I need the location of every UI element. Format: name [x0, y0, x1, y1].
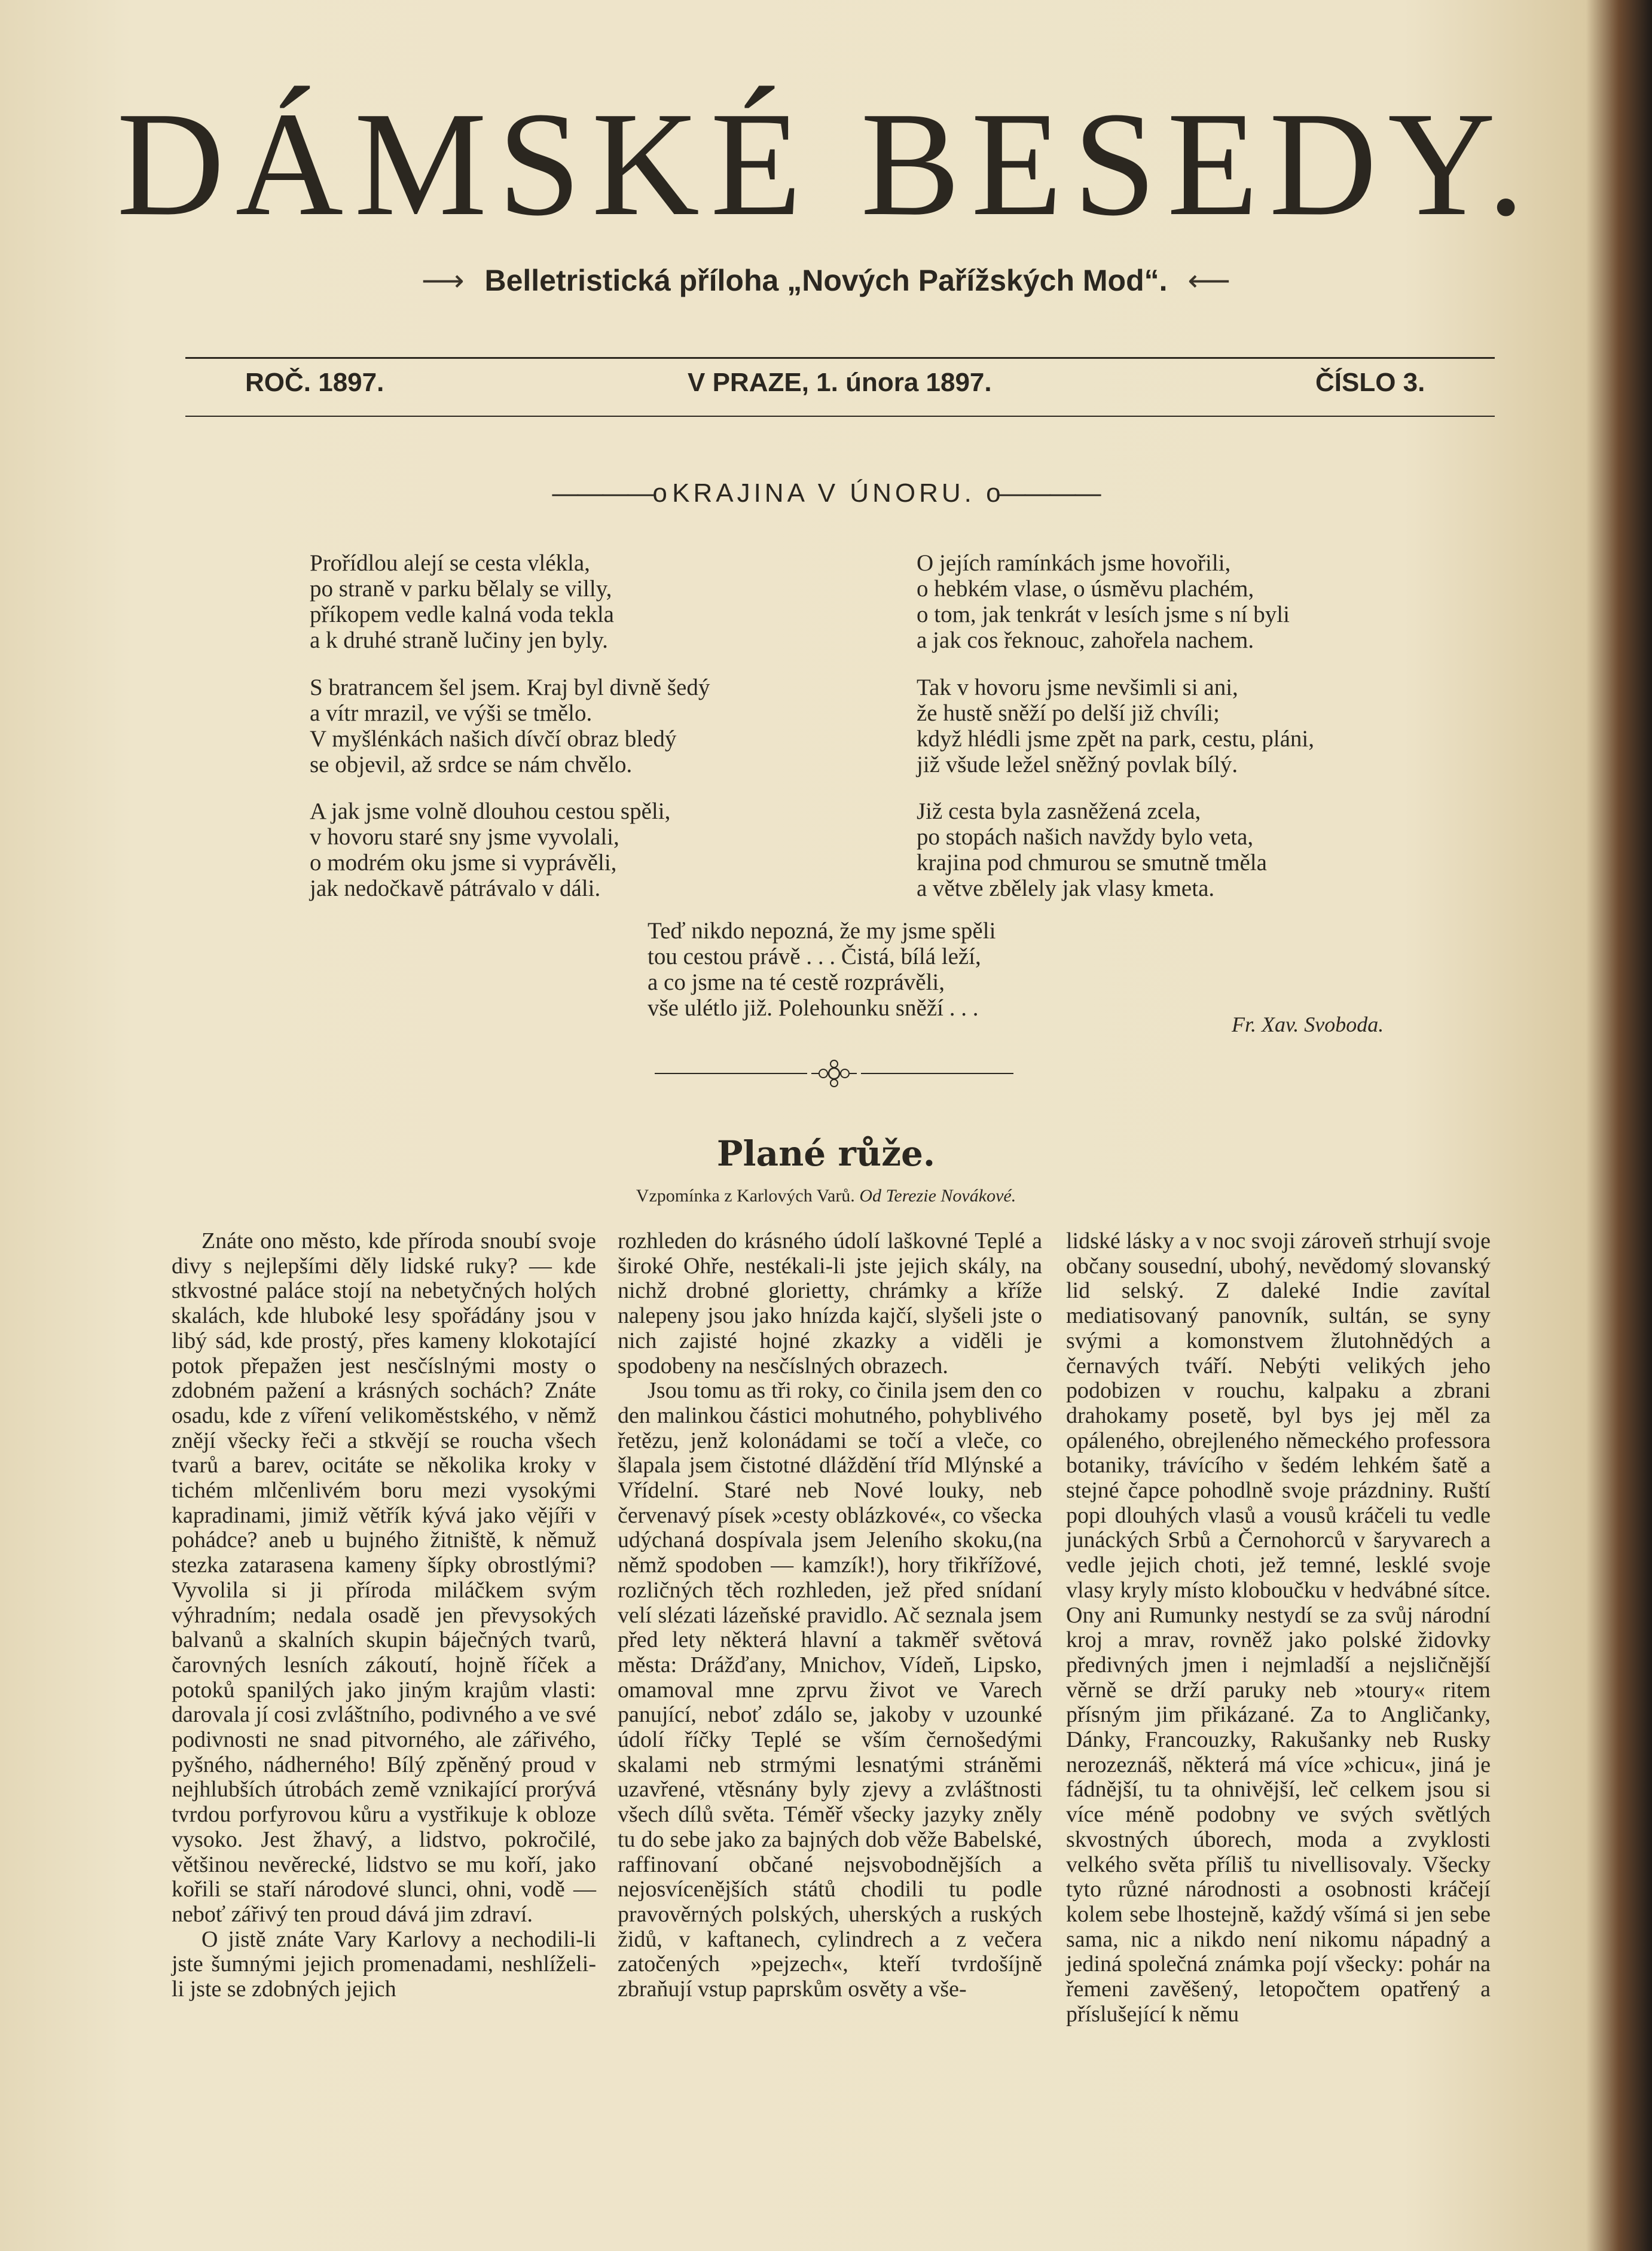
- divider-ornament: [655, 1056, 1013, 1091]
- masthead-subtitle: [0, 263, 1652, 298]
- paragraph: Znáte ono město, kde příroda snoubí svoje divy s nejlepšími děly lidské ruky? — kde stkvostné paláce stojí na nebetyčných holých skalách, kde hluboké lesy spořádány jsou v libý sád, kde prostý, přes kameny klokotající potok přepažen jest nesčíslnými mosty o zdobném pažení a krásných sochách? Znáte osadu, kde z víření velikoměstského, v němž znějí všecky řeči a stkvějí se roucha všech tvarů a barev, ocitáte se několika kroky v tichém mlčenlivém boru mezi vysokými kapradinami, jimiž větřík kývá jako vějíři v pohádce? aneb u bujného žitniště, k němuž stezka zatarasena kameny šípky obrostlými? Vyvolila si ji příroda miláčkem svým výhradním; nedala osadě jen převysokých balvanů a skalních skupin báječných tvarů, čarovných lesních zákoutí, hojně říček a potoků spanilých jako jiným krajům vlasti: darovala jí cosi zvláštního, podivného a ve své podivnosti ne snad pitvorného, ale zářivého, pyšného, nádherného! Bílý zpěněný proud v nejhlubších útrobách země vznikající prorývá tvrdou porfyrovou kůru a vystřikuje k obloze vysoko. Jest žhavý, a lidstvo, pokročilé, většinou nevěrecké, lidstvo se mu koří, jako kořili se staří národové slunci, ohni, vodě — neboť zářivý ten proud dává jim zdraví.: [172, 1228, 596, 1927]
- poem-stanza-left-1: Prořídlou alejí se cesta vlékla, po straně v parku bělaly se villy, příkopem vedle kalná voda tekla a k druhé straně lučiny jen byly.: [310, 550, 614, 653]
- paragraph: Jsou tomu as tři roky, co činila jsem den co den malinkou částici mohutného, pohyblivého řetězu, jenž kolonádami se točí a vleče, co šlapala jsem čistotné dláždění tříd Mlýnské a Vřídelní. Staré neb Nové louky, neb červenavý písek »cesty oblázkové«, co všecka udýchaná dospívala jsem Jeleního skoku,(na němž spodoben — kamzík!), hory třikřížové, rozličných těch rozhleden, jež před snídaní velí slézati lázeňské pravidlo. Ač seznala jsem před lety některá hlavní a takměř světová města: Drážďany, Mnichov, Vídeň, Lipsko, omamoval mne zprvu život ve Varech panující, neboť zdálo se, jakoby v uzounké údolí říčky Teplé se vším černošedými skalami neb strmými lesnatými stráněmi uzavřené, vtěsnány byly zjevy a zvláštnosti všech dílů světa. Téměř všecky jazyky zněly tu do sebe jako za bajných dob věže Babelské, raffinovaní občané nejsvobodnějších a nejosvícenějších států chodili tu podle pravověrných polských, uherských a ruských židů, v kaftanech, cylindrech a z večera zatočených »pejzech«, kteří tvrdošíjně zbraňují vstup paprskům osvěty a vše-: [618, 1378, 1042, 2002]
- issue-place-date: V PRAZE, 1. února 1897.: [688, 368, 992, 397]
- poem-stanza-right-2: Tak v hovoru jsme nevšimli si ani, že hustě sněží po delší již chvíli; když hlédli jsme zpět na park, cestu, pláni, již všude ležel sněžný povlak bílý.: [917, 675, 1314, 777]
- paragraph: rozhleden do krásného údolí laškovné Teplé a široké Ohře, nestékali-li jste jejich skály, na nichž drobné glorietty, chrámky a kříže nalepeny jsou jako hnízda kajčí, slyšeli jste o nich zajisté hojné zkazky a viděli je spodobeny na nesčíslných obrazech.: [618, 1228, 1042, 1378]
- issue-number: ČÍSLO 3.: [1315, 368, 1425, 397]
- story-column-3: [1066, 1229, 1491, 2027]
- masthead-title: DÁMSKÉ BESEDY.: [117, 81, 1535, 247]
- story-column-1: [172, 1229, 596, 2002]
- poem-stanza-left-2: S bratrancem šel jsem. Kraj byl divně šedý a vítr mrazil, ve výši se tmělo. V myšlénkách našich dívčí obraz bledý se objevil, až srdce se nám chvělo.: [310, 675, 710, 777]
- issue-year: ROČ. 1897.: [245, 368, 384, 397]
- title-ornament-right: o————: [986, 478, 1100, 508]
- paragraph: lidské lásky a v noc svoji zároveň strhují svoje občany sousední, ubohý, nevědomý slovanský lid selský. Z daleké Indie zavítal mediatisovaný panovník, sultán, se syny svými a komonstvem žlutohnědých a černavých tváří. Nebýti velikých jeho podobizen v rouchu, kalpaku a zbrani drahokamy posetě, byl bys jej měl za opáleného, obrejleného německého professora botaniky, trávícího v šedém lehkém šatě a stejné čapce pohodlně svoje prázdniny. Ruští popi dlouhých vlasů a vousů kráčeli tu vedle junáckých Srbů a Černohorců v šaryvarech a vedle jejich choti, jež temné, lesklé svoje vlasy kryly místo kloboučku v hedvábné sítce. Ony ani Rumunky nestydí se za svůj národní kroj a mrav, rovněž jako polské židovky předivných jmen i nejmladší a nejsličnější věrně se drží paruky neb »toury« ritem přísným jim přikázané. Za to Angličanky, Dánky, Francouzky, Rakušanky neb Rusky nerozeznáš, některá má více »chicu«, jiná je fádnější, tu ta ohnivější, leč celkem jsou si více méně podobny ve svých světlých skvostných úborech, moda a zvyklosti velkého světa příliš tu nivellisovaly. Všecky tyto různé národnosti a osobnosti kráčejí kolem sebe lhostejně, každý všímá si jen sebe sama, nic a nikdo není nikomu nápadný a jediná společná známka pojí všecky: pohár na řemeni zavěšený, letopočtem opatřený a příslušející k němu: [1066, 1228, 1491, 2027]
- poem-title: KRAJINA V ÚNORU.: [672, 478, 975, 508]
- poem-stanza-right-1: O jejích ramínkách jsme hovořili, o hebkém vlase, o úsměvu plachém, o tom, jak tenkrát v lesích jsme s ní byli a jak cos řeknouc, zahořela nachem.: [917, 550, 1290, 653]
- subtitle-text: Belletristická příloha „Nových Pařížských Mod“.: [484, 264, 1168, 297]
- poem-stanza-right-3: Již cesta byla zasněžená zcela, po stopách našich navždy bylo veta, krajina pod chmurou se smutně tměla a větve zbělely jak vlasy kmeta.: [917, 798, 1267, 901]
- top-rule: [185, 357, 1495, 359]
- issue-info-row: [245, 368, 1453, 404]
- story-subtitle-text: Vzpomínka z Karlových Varů.: [636, 1186, 855, 1206]
- poem-stanza-final: Teď nikdo nepozná, že my jsme spěli tou cestou právě . . . Čistá, bílá leží, a co jsme na té cestě rozprávěli, vše ulétlo již. Polehounku sněží . . .: [648, 918, 996, 1021]
- story-byline: Od Terezie Novákové.: [859, 1186, 1016, 1206]
- paragraph: O jistě znáte Vary Karlovy a nechodili-li jste šumnými jejich promenadami, neshlíželi-li jste se zdobných jejich: [172, 1926, 596, 2002]
- poem-author: Fr. Xav. Svoboda.: [1232, 1012, 1384, 1036]
- poem-heading: [0, 478, 1652, 508]
- story-title: Plané růže.: [716, 1133, 936, 1174]
- title-ornament-left: ————o: [552, 478, 673, 508]
- story-subtitle: [0, 1186, 1652, 1206]
- arrow-right-ornament: ⟶: [421, 264, 465, 297]
- bottom-rule: [185, 416, 1495, 417]
- poem-stanza-left-3: A jak jsme volně dlouhou cestou spěli, v hovoru staré sny jsme vyvolali, o modrém oku jsme si vyprávěli, jak nedočkavě pátrávalo v dáli.: [310, 798, 671, 901]
- story-column-2: [618, 1229, 1042, 2002]
- arrow-left-ornament: ⟵: [1187, 264, 1231, 297]
